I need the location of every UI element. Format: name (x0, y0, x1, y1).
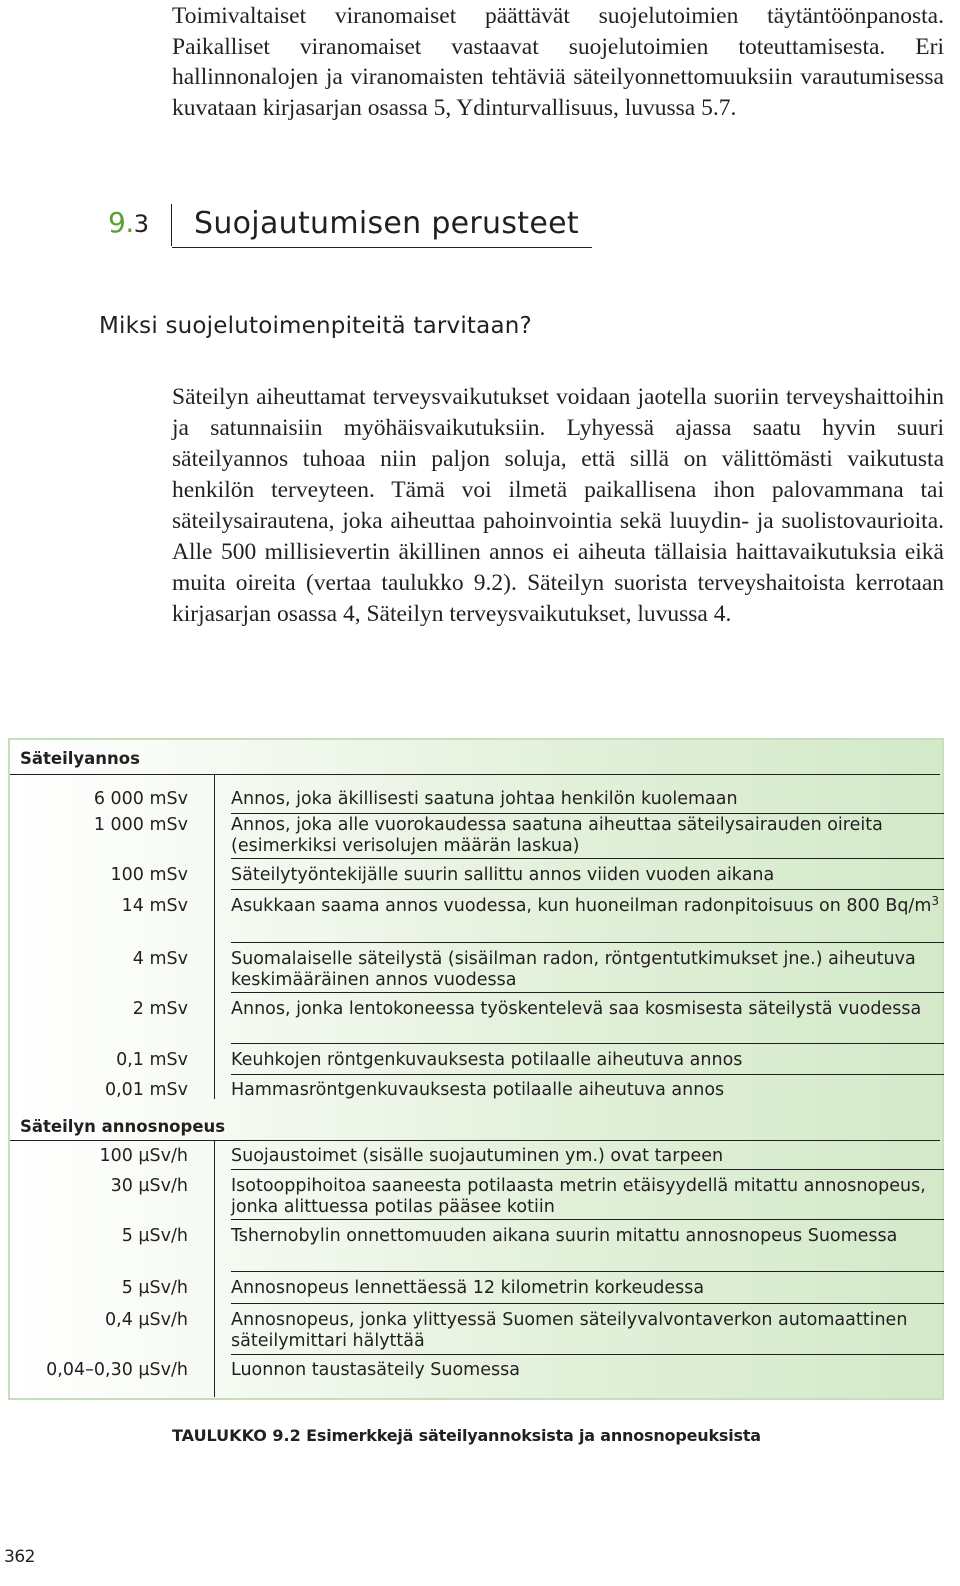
row-separator (231, 1303, 944, 1304)
row-description: Annos, joka alle vuorokaudessa saatuna aiheuttaa säteilysairauden oireita (esimerkiksi verisolujen määrän laskua) (231, 815, 883, 856)
row-separator (231, 942, 944, 943)
subheading: Miksi suojelutoimenpiteitä tarvitaan? (99, 313, 532, 339)
row-separator (231, 1169, 944, 1170)
row-value: 0,01 mSv (104, 1080, 188, 1100)
intro-text: Toimivaltaiset viranomaiset päättävät suojelutoimien täytäntöönpanosta. Paikalliset viranomaiset vastaavat suojelutoimien toteuttamisesta. Eri hallinnonalojen ja viranomaisten tehtäviä säteilyonnettomuuksiin varautumisessa kuvataan kirjasarjan osassa 5, Ydinturvallisuus, luvussa 5.7. (172, 3, 944, 121)
caption-label: TAULUKKO 9.2 (172, 1426, 301, 1445)
row-separator (231, 1043, 944, 1044)
section-title: Suojautumisen perusteet (194, 206, 579, 241)
table-caption (172, 1426, 761, 1445)
row-value: 5 µSv/h (121, 1278, 188, 1298)
rate-value-divider (214, 1141, 215, 1397)
page-number: 362 (4, 1547, 35, 1567)
row-description: Tshernobylin onnettomuuden aikana suurin mitattu annosnopeus Suomessa (231, 1226, 898, 1246)
section-underline (172, 247, 592, 248)
row-value: 2 mSv (132, 999, 188, 1019)
row-value: 0,04–0,30 µSv/h (46, 1360, 188, 1380)
section-divider (171, 204, 172, 246)
row-separator (231, 889, 944, 890)
row-value: 6 000 mSv (93, 789, 188, 809)
section-number-minor: 3 (133, 210, 149, 238)
row-separator (231, 1354, 944, 1355)
row-description: Hammasröntgenkuvauksesta potilaalle aiheutuva annos (231, 1080, 725, 1100)
rate-group-label: Säteilyn annosnopeus (20, 1117, 226, 1136)
dose-group-label: Säteilyannos (20, 749, 140, 768)
row-description: Suomalaiselle säteilystä (sisäilman radon, röntgentutkimukset jne.) aiheutuva keskimääräinen annos vuodessa (231, 949, 916, 990)
dose-group-line (10, 774, 940, 775)
section-number-major: 9. (108, 206, 134, 239)
row-description: Säteilytyöntekijälle suurin sallittu annos viiden vuoden aikana (231, 865, 775, 885)
body-paragraph: Säteilyn aiheuttamat terveysvaikutukset voidaan jaotella suoriin terveyshaittoihin ja satunnaisiin myöhäisvaikutuksiin. Lyhyessä ajassa saatu hyvin suuri säteilyannos tuhoaa niin paljon soluja, että sillä on välittömästi vaikutusta henkilön terveyteen. Tämä voi ilmetä paikallisena ihon palovammana tai säteilysairautena, joka aiheuttaa pahoinvointia sekä luuydin- ja suolistovaurioita. Alle 500 millisievertin äkillinen annos ei aiheuta tällaisia haittavaikutuksia eikä muita oireita (vertaa taulukko 9.2). Säteilyn suorista terveyshaitoista kerrotaan kirjasarjan osassa 4, Säteilyn terveysvaikutukset, luvussa 4. (172, 384, 944, 627)
row-separator (231, 1219, 944, 1220)
row-value: 1 000 mSv (93, 815, 188, 835)
row-separator (231, 992, 944, 993)
rate-group-line (10, 1140, 940, 1141)
row-value: 100 mSv (110, 865, 188, 885)
row-separator (231, 1074, 944, 1075)
row-separator (231, 813, 944, 814)
dose-value-divider (214, 775, 215, 1099)
row-value: 4 mSv (132, 949, 188, 969)
row-description: Asukkaan saama annos vuodessa, kun huoneilman radonpitoisuus on 800 $Bq/m^3$ (231, 894, 940, 916)
row-value: 14 mSv (121, 896, 188, 916)
row-separator (231, 858, 944, 859)
row-description: Annosnopeus lennettäessä 12 kilometrin korkeudessa (231, 1278, 705, 1298)
dose-table (8, 738, 944, 1400)
row-superscript: 3 (931, 894, 940, 908)
row-description: Annosnopeus, jonka ylittyessä Suomen säteilyvalvontaverkon automaattinen säteilymittari hälyttää (231, 1310, 908, 1351)
row-value: 5 µSv/h (121, 1226, 188, 1246)
row-description: Isotooppihoitoa saaneesta potilaasta metrin etäisyydellä mitattu annosnopeus, jonka alittuessa potilas pääsee kotiin (231, 1176, 926, 1217)
row-description: Luonnon taustasäteily Suomessa (231, 1360, 520, 1380)
row-value: 30 µSv/h (110, 1176, 188, 1196)
row-description: Suojaustoimet (sisälle suojautuminen ym.) ovat tarpeen (231, 1146, 724, 1166)
section-heading (108, 200, 592, 250)
section-number (108, 206, 149, 239)
row-value: 100 µSv/h (99, 1146, 188, 1166)
row-separator (231, 1271, 944, 1272)
row-description: Keuhkojen röntgenkuvauksesta potilaalle aiheutuva annos (231, 1050, 743, 1070)
row-value: 0,1 mSv (116, 1050, 188, 1070)
caption-text: Esimerkkejä säteilyannoksista ja annosnopeuksista (300, 1426, 761, 1445)
intro-paragraph (172, 1, 944, 123)
row-description: Annos, jonka lentokoneessa työskentelevä saa kosmisesta säteilystä vuodessa (231, 999, 922, 1019)
row-description: Annos, joka äkillisesti saatuna johtaa henkilön kuolemaan (231, 789, 738, 809)
row-value: 0,4 µSv/h (105, 1310, 188, 1330)
